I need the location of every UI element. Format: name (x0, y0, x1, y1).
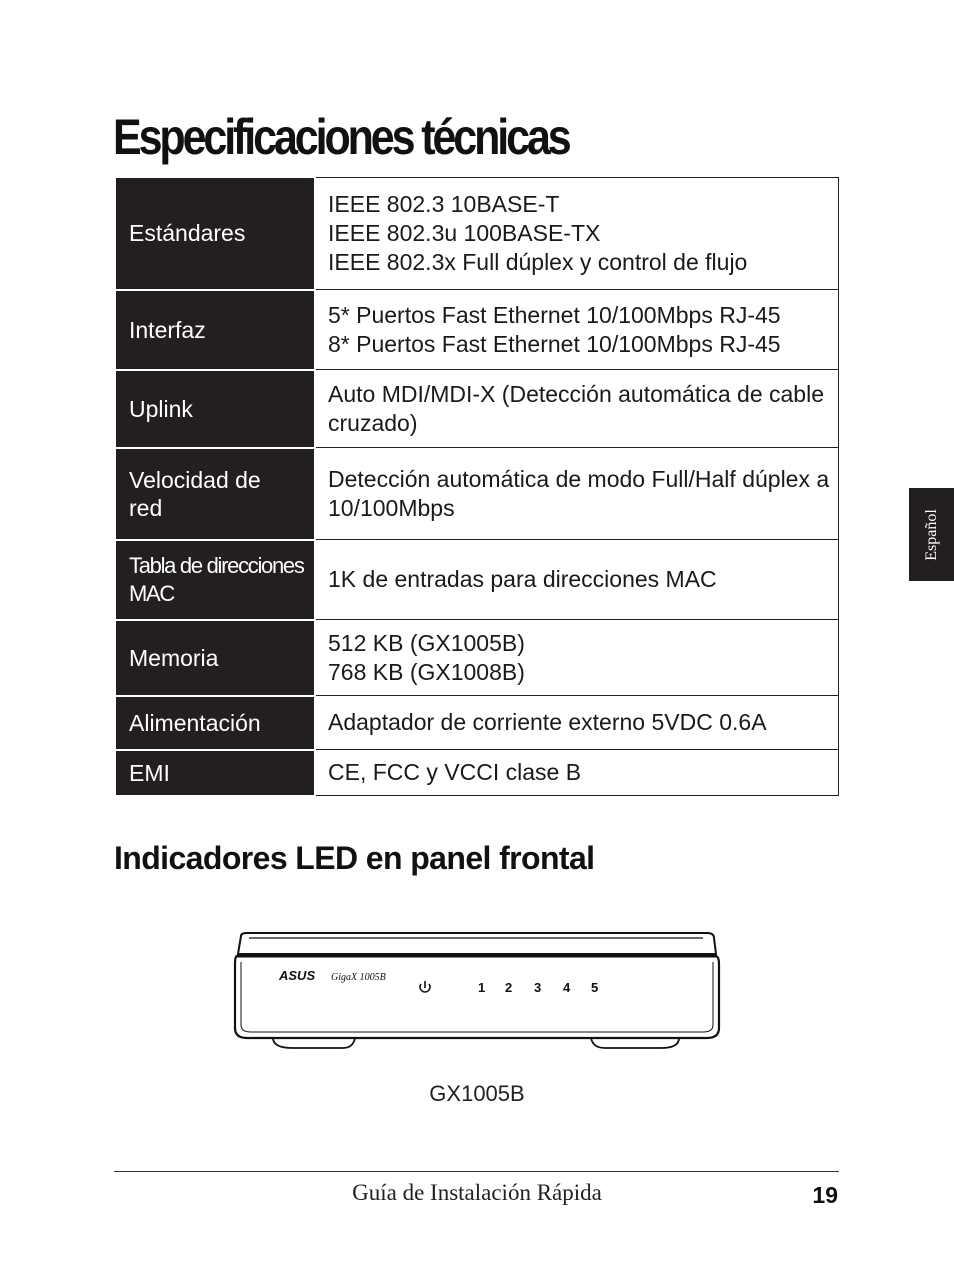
spec-label: Estándares (116, 178, 314, 290)
model-logo: GigaX 1005B (331, 972, 386, 983)
spec-value (316, 448, 839, 540)
spec-label: Memoria (116, 620, 314, 696)
spec-value-line: CE, FCC y VCCI clase B (328, 759, 582, 785)
spec-row (116, 620, 839, 696)
spec-value-line: Adaptador de corriente externo 5VDC 0.6A (328, 709, 767, 735)
spec-value (316, 290, 839, 370)
spec-label: EMI (116, 750, 314, 796)
spec-label: Alimentación (116, 696, 314, 750)
led-label: 2 (505, 980, 513, 995)
page-title: Especificaciones técnicas (113, 109, 569, 165)
spec-value-line: 5* Puertos Fast Ethernet 10/100Mbps RJ-45 (328, 301, 781, 328)
spec-label: Tabla de direcciones MAC (116, 540, 314, 620)
led-label: 3 (534, 980, 542, 995)
language-tab (909, 488, 954, 581)
spec-value-line: IEEE 802.3u 100BASE-TX (328, 220, 601, 246)
spec-value (316, 540, 839, 620)
spec-value-line: 1K de entradas para direcciones MAC (328, 566, 717, 592)
spec-value-line: 8* Puertos Fast Ethernet 10/100Mbps RJ-45 (328, 330, 781, 357)
spec-value-line: Auto MDI/MDI-X (Detección automática de cable cruzado) (328, 380, 824, 436)
spec-table (116, 177, 839, 797)
footer-divider (114, 1171, 839, 1172)
spec-row (116, 540, 839, 620)
spec-value-line: IEEE 802.3x Full dúplex y control de flujo (328, 249, 748, 275)
spec-row (116, 750, 839, 796)
led-label: 1 (478, 980, 486, 995)
spec-row (116, 448, 839, 540)
spec-value-line: 512 KB (GX1005B) (328, 629, 525, 656)
spec-label: Velocidad de red (116, 448, 314, 540)
spec-value (316, 750, 839, 796)
spec-value (316, 696, 839, 750)
spec-label: Uplink (116, 370, 314, 448)
switch-front-panel-illustration (233, 930, 721, 1052)
page-number: 19 (812, 1182, 838, 1208)
spec-row (116, 370, 839, 448)
spec-value (316, 178, 839, 290)
spec-row (116, 178, 839, 290)
spec-value (316, 620, 839, 696)
spec-value-line: IEEE 802.3 10BASE-T (328, 191, 560, 217)
figure-caption: GX1005B (429, 1081, 525, 1106)
language-tab-label: Español (922, 508, 940, 561)
led-label: 4 (563, 980, 571, 995)
brand-logo: ASUS (279, 968, 316, 983)
spec-value-line: 768 KB (GX1008B) (328, 658, 525, 685)
led-label: 5 (591, 980, 599, 995)
spec-row (116, 696, 839, 750)
spec-label: Interfaz (116, 290, 314, 370)
spec-value-line: Detección automática de modo Full/Half dúplex a 10/100Mbps (328, 465, 830, 521)
footer-title: Guía de Instalación Rápida (352, 1180, 602, 1205)
spec-row (116, 290, 839, 370)
section-heading: Indicadores LED en panel frontal (114, 840, 595, 876)
spec-value (316, 370, 839, 448)
